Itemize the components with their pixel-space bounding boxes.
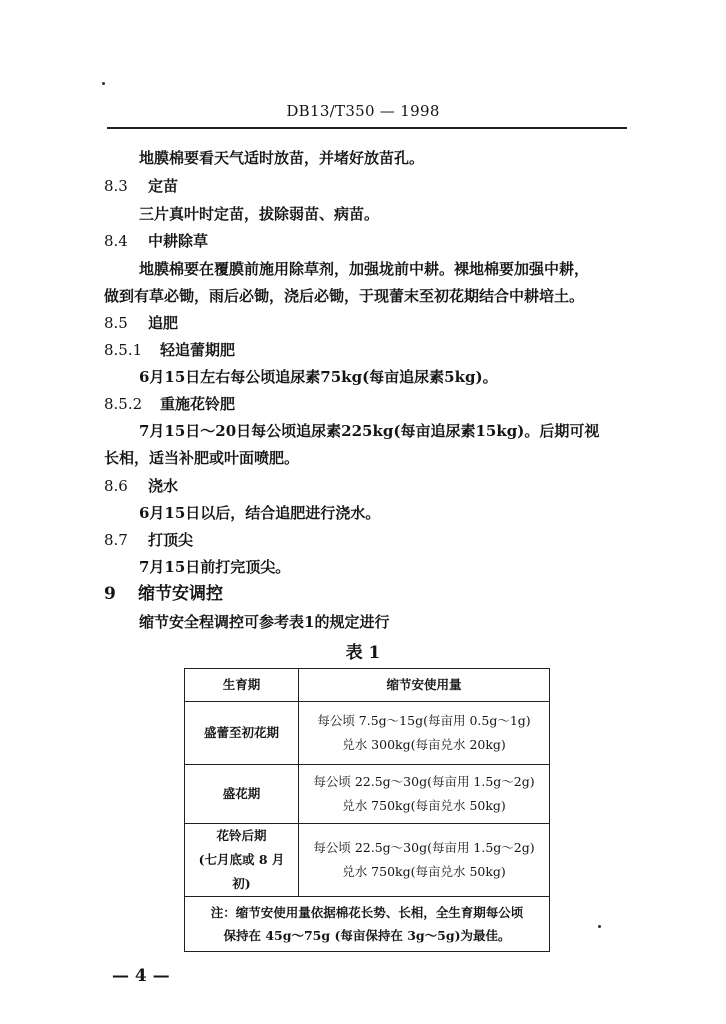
stage-cell [185, 765, 299, 824]
column-header: 生育期 [185, 669, 299, 702]
dose-line: 每公顷 22.5g～30g(每亩用 1.5g～2g) [313, 840, 535, 855]
section-title: 打顶尖 [148, 531, 194, 549]
dose-line: 兑水 750kg(每亩兑水 50kg) [342, 864, 506, 879]
dose-line: 每公顷 7.5g～15g(每亩用 0.5g～1g) [317, 713, 531, 728]
paragraph-line: 地膜棉要看天气适时放苗，并堵好放苗孔。 [139, 149, 425, 167]
stage-text: 花铃后期 [216, 828, 267, 843]
page-number: — 4 — [112, 966, 170, 986]
section-heading-8-6 [104, 476, 178, 496]
section-number: 8.5.1 [104, 341, 143, 359]
section-title: 缩节安调控 [138, 584, 223, 604]
section-number: 8.5 [104, 314, 128, 332]
stage-text: 初) [232, 876, 251, 891]
section-heading-8-3 [104, 176, 178, 196]
paragraph-line: 三片真叶时定苗，拔除弱苗、病苗。 [139, 205, 380, 223]
paragraph-line: 缩节安全程调控可参考表1的规定进行 [139, 613, 390, 631]
section-heading-9 [104, 584, 223, 604]
dose-line: 兑水 750kg(每亩兑水 50kg) [342, 798, 506, 813]
speck [102, 82, 105, 85]
stage-text: (七月底或 8 月 [198, 852, 285, 867]
paragraph-line: 6月15日以后，结合追肥进行浇水。 [139, 504, 381, 522]
paragraph-line: 长相，适当补肥或叶面喷肥。 [104, 449, 300, 467]
dose-line: 兑水 300kg(每亩兑水 20kg) [342, 737, 506, 752]
dose-cell [299, 702, 550, 765]
dose-cell [299, 765, 550, 824]
section-title: 重施花铃肥 [160, 395, 236, 413]
note-line: 注：缩节安使用量依据棉花长势、长相，全生育期每公顷 [210, 905, 524, 920]
section-title: 定苗 [148, 177, 179, 195]
section-number: 8.5.2 [104, 395, 143, 413]
paragraph-line: 地膜棉要在覆膜前施用除草剂，加强垅前中耕。裸地棉要加强中耕， [139, 260, 590, 278]
paragraph-line: 7月15日～20日每公顷追尿素225kg(每亩追尿素15kg)。后期可视 [139, 422, 600, 440]
stage-text: 盛蕾至初花期 [203, 725, 279, 740]
stage-text: 盛花期 [222, 786, 261, 801]
stage-cell [185, 824, 299, 897]
standard-code-header: DB13/T350 — 1998 [286, 102, 440, 120]
section-number: 8.3 [104, 177, 128, 195]
section-heading-8-7 [104, 530, 193, 550]
table-title: 表 1 [345, 643, 381, 663]
section-title: 中耕除草 [148, 232, 209, 250]
table-header-row [185, 669, 550, 702]
table-note [185, 897, 550, 952]
regulation-table [184, 668, 550, 952]
dose-cell [299, 824, 550, 897]
section-title: 追肥 [148, 314, 179, 332]
section-number: 9 [104, 584, 116, 604]
speck [598, 925, 601, 928]
table-row [185, 765, 550, 824]
paragraph-line: 做到有草必锄，雨后必锄，浇后必锄，于现蕾末至初花期结合中耕培土。 [104, 287, 585, 305]
table-row [185, 702, 550, 765]
note-line: 保持在 45g～75g (每亩保持在 3g～5g)为最佳。 [223, 928, 511, 943]
table-note-row [185, 897, 550, 952]
section-number: 8.6 [104, 477, 128, 495]
section-title: 轻追蕾期肥 [160, 341, 236, 359]
section-heading-8-5 [104, 313, 178, 333]
stage-cell [185, 702, 299, 765]
paragraph-line: 7月15日前打完顶尖。 [139, 558, 291, 576]
dose-line: 每公顷 22.5g～30g(每亩用 1.5g～2g) [313, 774, 535, 789]
header-rule [107, 127, 627, 129]
section-heading-8-4 [104, 231, 208, 251]
section-number: 8.7 [104, 531, 128, 549]
column-header: 缩节安使用量 [299, 669, 550, 702]
section-number: 8.4 [104, 232, 128, 250]
paragraph-line: 6月15日左右每公顷追尿素75kg(每亩追尿素5kg)。 [139, 368, 498, 386]
table-row [185, 824, 550, 897]
section-heading-8-5-2 [104, 394, 235, 414]
section-heading-8-5-1 [104, 340, 235, 360]
section-title: 浇水 [148, 477, 179, 495]
